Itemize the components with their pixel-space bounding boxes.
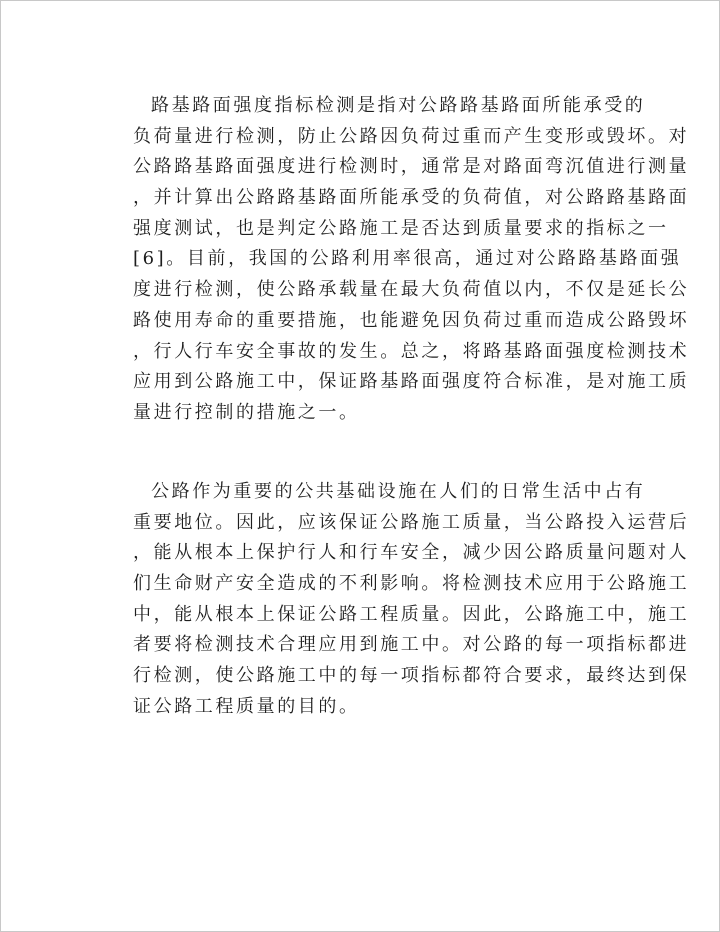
paragraph-line: 负荷量进行检测，防止公路因负荷过重而产生变形或毁坏。对	[133, 125, 690, 147]
paragraph-line: 量进行控制的措施之一。	[133, 401, 360, 423]
paragraph-line: ，并计算出公路路基路面所能承受的负荷值，对公路路基路面	[133, 187, 690, 209]
paragraph-line: 者要将检测技术合理应用到施工中。对公路的每一项指标都进	[133, 634, 690, 656]
paragraph-line: 强度测试，也是判定公路施工是否达到质量要求的指标之一	[133, 217, 669, 239]
paragraph-line: 中，能从根本上保证公路工程质量。因此，公路施工中，施工	[133, 603, 690, 625]
paragraph-line: 路使用寿命的重要措施，也能避免因负荷过重而造成公路毁坏	[133, 309, 690, 331]
paragraph-line: ，能从根本上保护行人和行车安全，减少因公路质量问题对人	[133, 542, 690, 564]
paragraph-line: [6]。目前，我国的公路利用率很高，通过对公路路基路面强	[133, 248, 682, 270]
paragraph-line: 度进行检测，使公路承载量在最大负荷值以内，不仅是延长公	[133, 279, 690, 301]
paragraph-2	[133, 477, 690, 723]
paragraph-line: 行检测，使公路施工中的每一项指标都符合要求，最终达到保	[133, 665, 690, 687]
paragraph-line: 应用到公路施工中，保证路基路面强度符合标准，是对施工质	[133, 371, 690, 393]
paragraph-1	[133, 91, 690, 429]
paragraph-line: 路基路面强度指标检测是指对公路路基路面所能承受的	[151, 95, 646, 116]
paragraph-line: 重要地位。因此，应该保证公路施工质量，当公路投入运营后	[133, 511, 690, 533]
paragraph-line: 公路路基路面强度进行检测时，通常是对路面弯沉值进行测量	[133, 156, 690, 178]
paragraph-line: 公路作为重要的公共基础设施在人们的日常生活中占有	[151, 481, 646, 502]
paragraph-line: 们生命财产安全造成的不利影响。将检测技术应用于公路施工	[133, 573, 690, 595]
paragraph-line: 证公路工程质量的目的。	[133, 695, 360, 717]
paragraph-line: ，行人行车安全事故的发生。总之，将路基路面强度检测技术	[133, 340, 690, 362]
